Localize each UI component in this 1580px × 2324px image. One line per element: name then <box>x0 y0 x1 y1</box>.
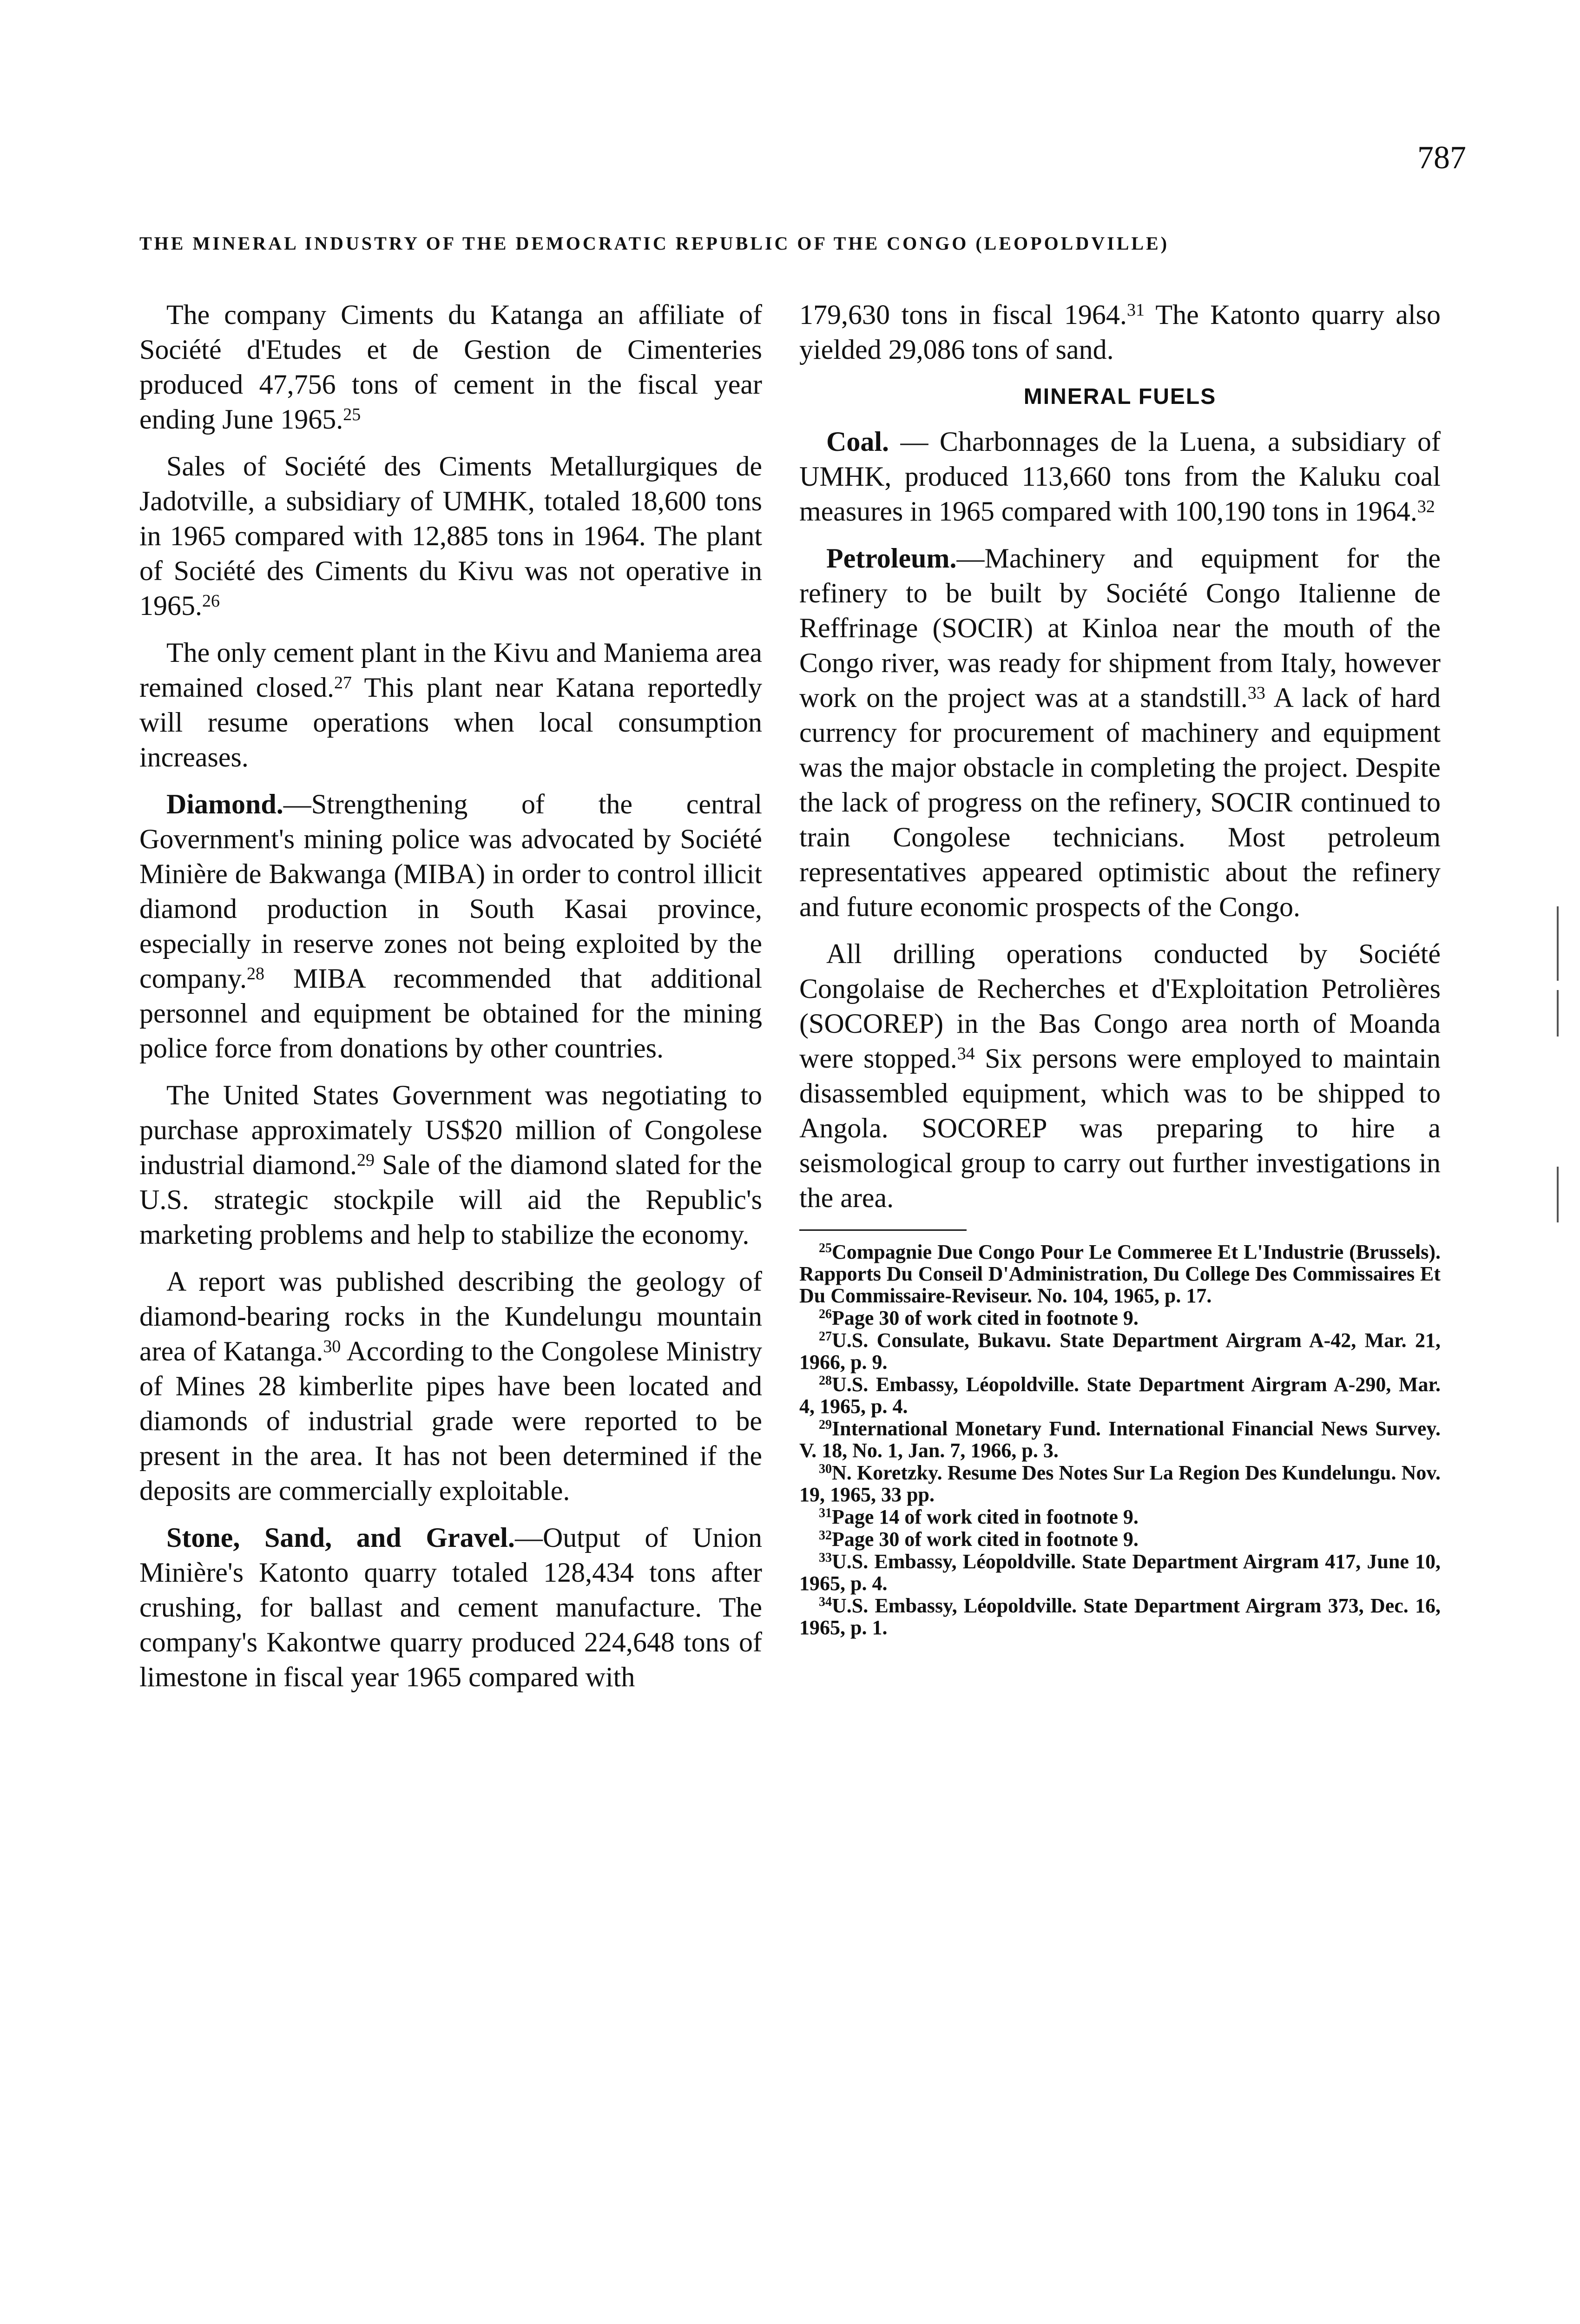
paragraph-text: The United States Government was negotiating to purchase approximately US$20 million of Congolese industrial diamond. <box>139 1080 762 1180</box>
footnote-number: 30 <box>819 1462 832 1476</box>
paragraph-ciments-katanga <box>139 297 762 437</box>
footnote-ref: 27 <box>334 673 352 693</box>
footnotes-list <box>799 1241 1441 1638</box>
footnote-ref: 30 <box>323 1337 341 1356</box>
footnote-item <box>799 1329 1441 1373</box>
paragraph-text: — Charbonnages de la Luena, a subsidiary of UMHK, produced 113,660 tons from the Kaluku coal measures in 1965 compared with 100,190 tons in 1964. <box>799 426 1441 527</box>
footnote-number: 26 <box>819 1307 832 1321</box>
paragraph-stone-sand-gravel <box>139 1520 762 1695</box>
paragraph-text: This plant near Katana reportedly will resume operations when local consumption increases. <box>139 672 762 772</box>
footnote-ref: 28 <box>247 964 265 984</box>
paragraph-text: Six persons were employed to maintain disassembled equipment, which was to be shipped to Angola. SOCOREP was preparing to hire a seismological group to carry out further investigations in the area. <box>799 1043 1441 1213</box>
footnote-ref: 32 <box>1417 497 1435 516</box>
paragraph-text: Sales of Société des Ciments Metallurgiques de Jadotville, a subsidiary of UMHK, totaled 18,600 tons in 1965 compared with 12,885 tons in 1964. The plant of Société des Ciments du Kivu was not operative in 1965. <box>139 451 762 621</box>
paragraph-jadotville <box>139 449 762 623</box>
paragraph-text: —Output of Union Minière's Katonto quarry totaled 128,434 tons after crushing, for ballast and cement manufacture. The company's Kakontwe quarry produced 224,648 tons of limestone in fiscal year 1965 compared with <box>139 1522 763 1692</box>
footnote-number: 29 <box>819 1418 832 1432</box>
paragraph-text: MIBA recommended that additional personnel and equipment be obtained for the mining police force from donations by other countries. <box>139 963 762 1063</box>
paragraph-drilling <box>799 937 1441 1215</box>
paragraph-us-government <box>139 1078 762 1252</box>
run-in-heading-stone: Stone, Sand, and Gravel. <box>166 1522 515 1553</box>
footnote-number: 31 <box>819 1506 832 1520</box>
footnote-text: Page 14 of work cited in footnote 9. <box>832 1505 1139 1528</box>
margin-scan-mark <box>1557 990 1559 1037</box>
footnote-item <box>799 1307 1441 1329</box>
footnote-text: Page 30 of work cited in footnote 9. <box>832 1307 1139 1329</box>
footnote-item <box>799 1373 1441 1417</box>
footnote-item <box>799 1506 1441 1528</box>
run-in-heading-petroleum: Petroleum. <box>826 543 957 574</box>
footnote-number: 32 <box>819 1528 832 1543</box>
paragraph-petroleum <box>799 541 1441 924</box>
section-heading-mineral-fuels: MINERAL FUELS <box>1023 384 1217 409</box>
paragraph-diamond <box>139 787 762 1066</box>
footnote-ref: 26 <box>202 591 220 611</box>
footnote-ref: 33 <box>1247 683 1265 703</box>
page-number: 787 <box>1417 140 1466 176</box>
footnote-ref: 31 <box>1126 300 1145 320</box>
paragraph-kundelungu-report <box>139 1264 762 1508</box>
paragraph-text: The Katonto quarry also yielded 29,086 tons of sand. <box>799 299 1441 365</box>
footnote-item <box>799 1528 1441 1550</box>
paragraph-text: According to the Congolese Ministry of Mines 28 kimberlite pipes have been located and diamonds of industrial grade were reported to be present in the area. It has not been determined if the deposits are commercially exploitable. <box>139 1336 762 1506</box>
footnote-item <box>799 1595 1441 1638</box>
paragraph-text: The only cement plant in the Kivu and Maniema area remained closed. <box>139 637 762 703</box>
footnote-divider <box>799 1229 967 1231</box>
paragraph-text: Sale of the diamond slated for the U.S. strategic stockpile will aid the Republic's marketing problems and help to stabilize the economy. <box>139 1149 762 1250</box>
left-column <box>139 297 762 1707</box>
right-column <box>799 297 1441 1639</box>
footnote-text: International Monetary Fund. International Financial News Survey. V. 18, No. 1, Jan. 7, 1966, p. 3. <box>799 1417 1441 1462</box>
paragraph-text: A report was published describing the geology of diamond-bearing rocks in the Kundelungu mountain area of Katanga. <box>139 1266 762 1367</box>
footnote-text: U.S. Embassy, Léopoldville. State Department Airgram 373, Dec. 16, 1965, p. 1. <box>799 1594 1441 1639</box>
footnote-item <box>799 1241 1441 1307</box>
paragraph-coal <box>799 424 1441 529</box>
paragraph-text: A lack of hard currency for procurement of machinery and equipment was the major obstacle in completing the project. Despite the lack of progress on the refinery, SOCIR continued to train Congolese technicians. Most petroleum representatives appeared optimistic about the refinery and future economic prospects of the Congo. <box>799 682 1441 922</box>
footnote-ref: 29 <box>356 1150 375 1170</box>
paragraph-text: All drilling operations conducted by Société Congolaise de Recherches et d'Exploitation Petrolières (SOCOREP) in the Bas Congo area north of Moanda were stopped. <box>799 938 1441 1074</box>
footnote-text: U.S. Embassy, Léopoldville. State Department Airgram 417, June 10, 1965, p. 4. <box>799 1550 1441 1595</box>
margin-scan-mark <box>1557 906 1559 981</box>
paragraph-katonto-sand <box>799 297 1441 367</box>
run-in-heading-diamond: Diamond. <box>166 789 283 819</box>
running-title: THE MINERAL INDUSTRY OF THE DEMOCRATIC REPUBLIC OF THE CONGO (LEOPOLDVILLE) <box>139 233 1170 254</box>
footnote-item <box>799 1462 1441 1505</box>
footnote-text: Compagnie Due Congo Pour Le Commeree Et L'Industrie (Brussels). Rapports Du Conseil D'Administration, Du College Des Commissaires Et Du Commissaire-Reviseur. No. 104, 1965, p. 17. <box>799 1241 1441 1307</box>
footnote-number: 33 <box>819 1551 832 1565</box>
footnote-number: 34 <box>819 1595 832 1609</box>
run-in-heading-coal: Coal. <box>826 426 889 457</box>
footnote-ref: 25 <box>343 405 361 424</box>
footnote-item <box>799 1418 1441 1461</box>
paragraph-text: 179,630 tons in fiscal 1964. <box>799 299 1127 330</box>
footnote-number: 27 <box>819 1329 832 1344</box>
footnote-text: Page 30 of work cited in footnote 9. <box>832 1528 1139 1551</box>
footnote-text: U.S. Embassy, Léopoldville. State Department Airgram A-290, Mar. 4, 1965, p. 4. <box>799 1373 1441 1418</box>
paragraph-kivu-plant <box>139 635 762 775</box>
footnote-number: 25 <box>819 1241 832 1255</box>
paragraph-text: —Strengthening of the central Government's mining police was advocated by Société Minière de Bakwanga (MIBA) in order to control illicit diamond production in South Kasai province, especially in reserve zones not being exploited by the company. <box>139 789 762 994</box>
footnote-text: U.S. Consulate, Bukavu. State Department Airgram A-42, Mar. 21, 1966, p. 9. <box>799 1329 1441 1373</box>
footnote-text: N. Koretzky. Resume Des Notes Sur La Region Des Kundelungu. Nov. 19, 1965, 33 pp. <box>799 1461 1441 1506</box>
margin-scan-mark <box>1557 1167 1559 1222</box>
paragraph-text: —Machinery and equipment for the refinery to be built by Société Congo Italienne de Reffrinage (SOCIR) at Kinloa near the mouth of the Congo river, was ready for shipment from Italy, however work on the project was at a standstill. <box>799 543 1441 713</box>
footnote-ref: 34 <box>957 1044 975 1063</box>
footnote-item <box>799 1551 1441 1594</box>
paragraph-text: The company Ciments du Katanga an affiliate of Société d'Etudes et de Gestion de Cimenteries produced 47,756 tons of cement in the fiscal year ending June 1965. <box>139 299 762 435</box>
footnote-number: 28 <box>819 1373 832 1388</box>
